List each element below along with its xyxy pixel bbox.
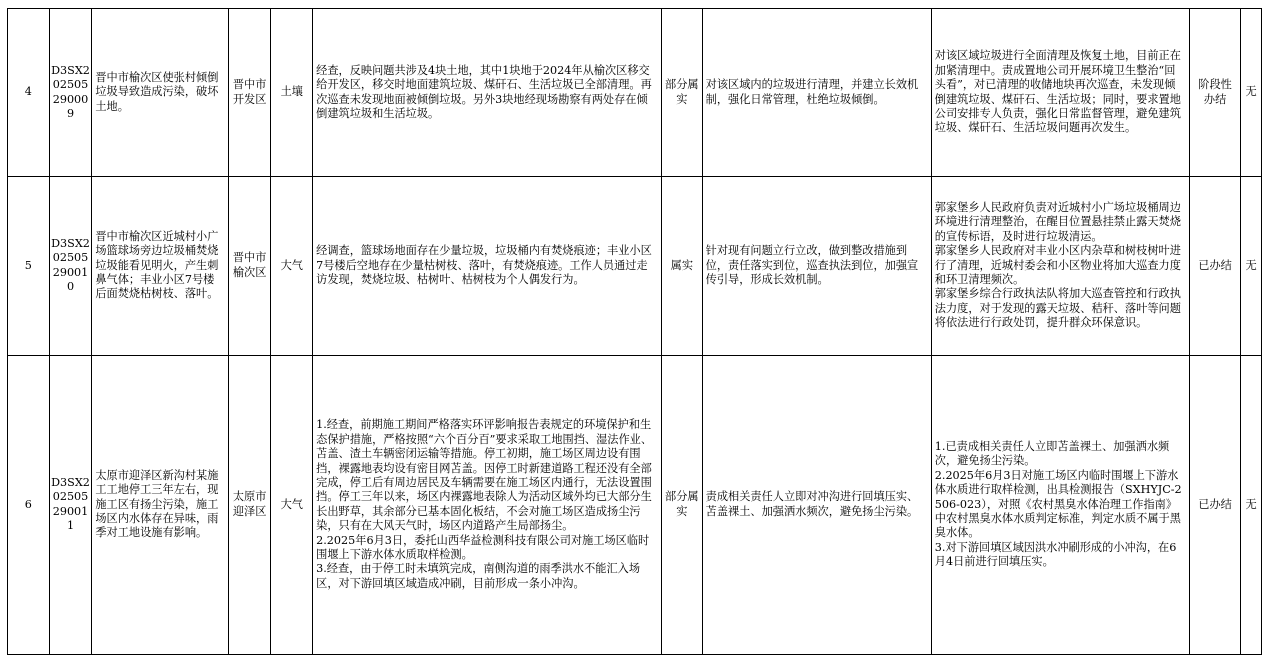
status-cell: 已办结: [1190, 177, 1241, 355]
requirement-cell: 对该区域内的垃圾进行清理，并建立长效机制，强化日常管理，杜绝垃圾倾倒。: [702, 9, 931, 177]
progress-cell: 对该区域垃圾进行全面清理及恢复土地，目前正在加紧清理中。责成置地公司开展环境卫生整治“回头看”，对已清理的收储地块再次巡查，未发现倾倒建筑垃圾、煤矸石、生活垃圾；同时，要求置地公司安排专人负责，强化日常监督管理，避免建筑垃圾、煤矸石、生活垃圾问题再次发生。: [931, 9, 1189, 177]
requirement-cell: 责成相关责任人立即对冲沟进行回填压实、苫盖裸土、加强洒水频次，避免扬尘污染。: [702, 355, 931, 654]
verdict-cell: 部分属实: [662, 355, 703, 654]
region-cell: 太原市迎泽区: [228, 355, 271, 654]
case-table: [7, 8, 1262, 655]
seq-cell: 6: [8, 355, 50, 654]
table-row: [8, 177, 1262, 355]
finding-cell: 经查，反映问题共涉及4块土地，其中1块地于2024年从榆次区移交给开发区，移交时地面建筑垃圾、煤矸石、生活垃圾已全部清理。再次巡查未发现地面被倾倒垃圾。另外3块地经现场勘察有两处存在倾倒建筑垃圾和生活垃圾。: [313, 9, 662, 177]
verdict-cell: 部分属实: [662, 9, 703, 177]
accountability-cell: 无: [1241, 355, 1262, 654]
pollution-type-cell: 大气: [271, 355, 313, 654]
case-code-cell: D3SX202505290011: [49, 355, 92, 654]
seq-cell: 4: [8, 9, 50, 177]
region-cell: 晋中市开发区: [228, 9, 271, 177]
accountability-cell: 无: [1241, 177, 1262, 355]
issue-cell: 晋中市榆次区近城村小广场篮球场旁边垃圾桶焚烧垃圾能看见明火，产生刺鼻气体；丰业小区7号楼后面焚烧枯树枝、落叶。: [92, 177, 228, 355]
requirement-cell: 针对现有问题立行立改，做到整改措施到位，责任落实到位，巡查执法到位，加强宣传引导，形成长效机制。: [702, 177, 931, 355]
case-code-cell: D3SX202505290010: [49, 177, 92, 355]
issue-cell: 太原市迎泽区新沟村某施工工地停工三年左右，现施工区有扬尘污染，施工场区内水体存在异味，雨季对工地设施有影响。: [92, 355, 228, 654]
status-cell: 已办结: [1190, 355, 1241, 654]
accountability-cell: 无: [1241, 9, 1262, 177]
progress-cell: 郭家堡乡人民政府负责对近城村小广场垃圾桶周边环境进行清理整治，在醒目位置悬挂禁止露天焚烧的宣传标语，及时进行垃圾清运。 郭家堡乡人民政府对丰业小区内杂草和树枝树叶进行了清理，近城村委会和小区物业将加大巡查力度和环卫清理频次。 郭家堡乡综合行政执法队将加大巡查管控和行政执法力度，对于发现的露天垃圾、秸秆、落叶等问题将依法进行行政处罚，提升群众环保意识。: [931, 177, 1189, 355]
seq-cell: 5: [8, 177, 50, 355]
status-cell: 阶段性办结: [1190, 9, 1241, 177]
verdict-cell: 属实: [662, 177, 703, 355]
table-row: [8, 9, 1262, 177]
finding-cell: 1.经查，前期施工期间严格落实环评影响报告表规定的环境保护和生态保护措施，严格按照“六个百分百”要求采取工地围挡、湿法作业、苫盖、渣土车辆密闭运输等措施。停工初期，施工场区周边设有围挡，裸露地表均设有密目网苫盖。因停工时新建道路工程还没有全部完成，停工后有周边居民及车辆需要在施工场区内通行，无法设置围挡。停工三年以来，场区内裸露地表除人为活动区域外均已大部分生长出野草，其余部分已基本固化板结，不会对施工场区造成扬尘污染，只有在大风天气时，场区内道路产生局部扬尘。 2.2025年6月3日，委托山西华益检测科技有限公司对施工场区临时围堰上下游水体水质取样检测。 3.经查，由于停工时未填筑完成，南侧沟道的雨季洪水不能汇入场区，对下游回填区域造成冲刷，目前形成一条小冲沟。: [313, 355, 662, 654]
pollution-type-cell: 大气: [271, 177, 313, 355]
issue-cell: 晋中市榆次区使张村倾倒垃圾导致造成污染，破坏土地。: [92, 9, 228, 177]
finding-cell: 经调查，篮球场地面存在少量垃圾，垃圾桶内有焚烧痕迹；丰业小区7号楼后空地存在少量枯树枝、落叶，有焚烧痕迹。工作人员通过走访发现，焚烧垃圾、枯树叶、枯树枝为个人偶发行为。: [313, 177, 662, 355]
region-cell: 晋中市榆次区: [228, 177, 271, 355]
progress-cell: 1.已责成相关责任人立即苫盖裸土、加强洒水频次，避免扬尘污染。 2.2025年6月3日对施工场区内临时围堰上下游水体水质进行取样检测，出具检测报告（SXHYJC-2506-023），对照《农村黑臭水体治理工作指南》中农村黑臭水体水质判定标准，判定水质不属于黑臭水体。 3.对下游回填区域因洪水冲刷形成的小冲沟，在6月4日前进行回填压实。: [931, 355, 1189, 654]
pollution-type-cell: 土壤: [271, 9, 313, 177]
table-row: [8, 355, 1262, 654]
case-code-cell: D3SX202505290009: [49, 9, 92, 177]
